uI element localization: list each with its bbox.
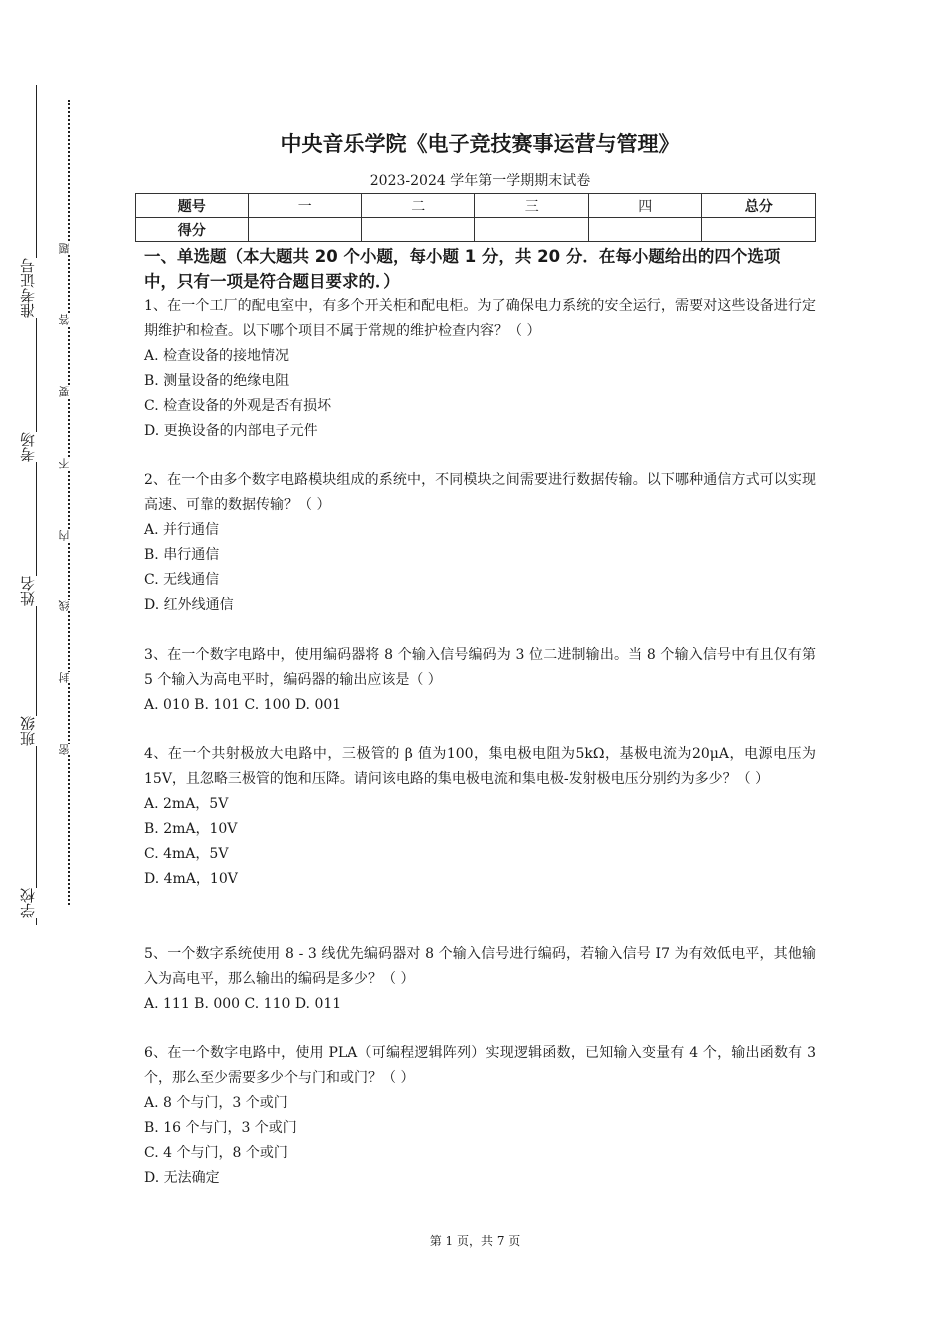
answer-option: B. 16 个与门，3 个或门 bbox=[144, 1120, 297, 1136]
score-cell[interactable] bbox=[702, 218, 816, 242]
question-6 bbox=[144, 1041, 816, 1191]
answer-option: B. 2mA，10V bbox=[144, 821, 238, 837]
field-class-label: 班级 bbox=[20, 716, 48, 746]
score-table bbox=[135, 193, 816, 242]
score-header-cell: 一 bbox=[248, 194, 361, 218]
question-5 bbox=[144, 942, 816, 1017]
page-footer: 第 1 页，共 7 页 bbox=[429, 1234, 521, 1248]
score-cell[interactable] bbox=[475, 218, 588, 242]
question-stem: 5、一个数字系统使用 8 - 3 线优先编码器对 8 个输入信号进行编码，若输入信号 I7 为有效低电平，其他输入为高电平，那么输出的编码是多少？（ ） bbox=[144, 946, 816, 987]
question-3 bbox=[144, 643, 816, 718]
score-header-cell: 三 bbox=[475, 194, 588, 218]
answer-option: C. 4mA，5V bbox=[144, 846, 229, 862]
score-header-cell: 题号 bbox=[136, 194, 249, 218]
answer-option: D. 更换设备的内部电子元件 bbox=[144, 423, 318, 439]
answer-option: D. 4mA，10V bbox=[144, 871, 238, 887]
binding-dotted-line bbox=[68, 100, 70, 905]
answer-option: D. 无法确定 bbox=[144, 1170, 220, 1186]
dotted-word: 线 bbox=[59, 600, 77, 611]
dotted-word: 要 bbox=[59, 386, 77, 397]
question-4 bbox=[144, 742, 816, 892]
score-header-cell: 二 bbox=[361, 194, 474, 218]
answer-option: A. 检查设备的接地情况 bbox=[144, 348, 290, 364]
dotted-word: 封 bbox=[59, 672, 77, 683]
answer-option: A. 010 B. 101 C. 100 D. 001 bbox=[144, 697, 342, 713]
dotted-word: 题 bbox=[59, 243, 77, 254]
answer-option: A. 并行通信 bbox=[144, 522, 220, 538]
answer-option: A. 2mA，5V bbox=[144, 796, 229, 812]
answer-option: A. 8 个与门，3 个或门 bbox=[144, 1095, 288, 1111]
binding-margin bbox=[0, 0, 110, 1344]
answer-option: D. 红外线通信 bbox=[144, 597, 234, 613]
binding-solid-line bbox=[36, 85, 37, 925]
page-subtitle: 2023-2024 学年第一学期期末试卷 bbox=[369, 173, 591, 189]
question-stem: 6、在一个数字电路中，使用 PLA（可编程逻辑阵列）实现逻辑函数，已知输入变量有 4 个，输出函数有 3 个，那么至少需要多少个与门和或门？（ ） bbox=[144, 1045, 816, 1086]
answer-option: B. 串行通信 bbox=[144, 547, 220, 563]
dotted-word: 不 bbox=[59, 458, 77, 469]
answer-option: B. 测量设备的绝缘电阻 bbox=[144, 373, 290, 389]
section-heading: 一、单选题（本大题共 20 个小题，每小题 1 分，共 20 分．在每小题给出的四个选项中，只有一项是符合题目要求的．） bbox=[144, 247, 781, 291]
dotted-word: 答 bbox=[59, 314, 77, 325]
question-stem: 4、在一个共射极放大电路中，三极管的 β 值为100，集电极电阻为5kΩ，基极电流为20μA，电源电压为15V，且忽略三极管的饱和压降。请问该电路的集电极电流和集电极-发射极电压分别约为多少？（ ） bbox=[144, 746, 816, 787]
score-cell[interactable] bbox=[361, 218, 474, 242]
score-cell[interactable] bbox=[248, 218, 361, 242]
field-name-label: 姓名 bbox=[20, 576, 48, 606]
field-exam-id-label: 准考证号 bbox=[20, 258, 48, 318]
dotted-word: 密 bbox=[59, 744, 77, 755]
score-header-cell: 四 bbox=[588, 194, 701, 218]
field-exam-room-label: 考场 bbox=[20, 432, 48, 462]
score-table-score-row bbox=[136, 218, 816, 242]
question-1 bbox=[144, 294, 816, 444]
score-header-cell: 总分 bbox=[702, 194, 816, 218]
question-stem: 1、在一个工厂的配电室中，有多个开关柜和配电柜。为了确保电力系统的安全运行，需要对这些设备进行定期维护和检查。以下哪个项目不属于常规的维护检查内容？（ ） bbox=[144, 298, 816, 339]
question-2 bbox=[144, 468, 816, 618]
score-row-label: 得分 bbox=[136, 218, 249, 242]
score-cell[interactable] bbox=[588, 218, 701, 242]
answer-option: A. 111 B. 000 C. 110 D. 011 bbox=[144, 996, 342, 1012]
page-title: 中央音乐学院《电子竞技赛事运营与管理》 bbox=[280, 132, 680, 156]
answer-option: C. 无线通信 bbox=[144, 572, 220, 588]
dotted-word: 内 bbox=[59, 530, 77, 541]
field-school-label: 学校 bbox=[20, 888, 48, 918]
question-stem: 2、在一个由多个数字电路模块组成的系统中，不同模块之间需要进行数据传输。以下哪种通信方式可以实现高速、可靠的数据传输？（ ） bbox=[144, 472, 816, 513]
score-table-header-row bbox=[136, 194, 816, 218]
answer-option: C. 4 个与门，8 个或门 bbox=[144, 1145, 288, 1161]
question-stem: 3、在一个数字电路中，使用编码器将 8 个输入信号编码为 3 位二进制输出。当 8 个输入信号中有且仅有第 5 个输入为高电平时，编码器的输出应该是（ ） bbox=[144, 647, 816, 688]
answer-option: C. 检查设备的外观是否有损坏 bbox=[144, 398, 332, 414]
